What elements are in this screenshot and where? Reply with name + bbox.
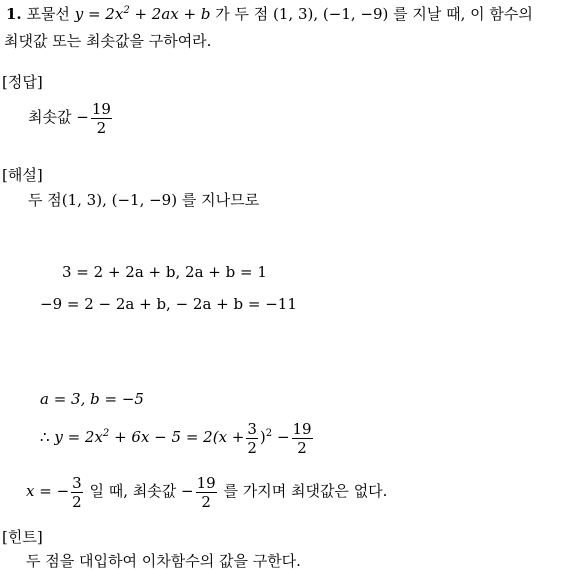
problem-line-1 (6, 4, 533, 24)
answer-fraction: $\frac{19}{2}$ (91, 99, 111, 137)
eq4-fraction-1: $\frac{3}{2}$ (247, 419, 257, 457)
equation-1: 3 = 2 + 2a + b, 2a + b = 1 (62, 263, 267, 281)
answer-value (28, 98, 114, 137)
equation-4: ∴ $y = 2x^2 + 6x - 5 = 2(x$ + $\frac{3}{2}$ )$^2$ − $\frac{19}{2}$ (40, 419, 312, 457)
solution-label: [해설] (2, 166, 43, 184)
problem-line-2: 최댓값 또는 최솟값을 구하여라. (4, 32, 212, 50)
conclusion-fraction-1: $\frac{3}{2}$ (72, 473, 82, 511)
problem-points: (1, 3), (−1, −9) (273, 5, 389, 23)
hint-label: [힌트] (2, 528, 43, 546)
problem-function: $y = 2x^2 + 2ax + b$ (74, 5, 211, 23)
answer-sign: − (76, 108, 89, 126)
problem-text-middle: 가 두 점 (215, 5, 269, 23)
answer-label: [정답] (2, 73, 43, 91)
problem-number: 1. (6, 5, 22, 23)
answer-prefix: 최솟값 (28, 108, 72, 126)
problem-text-before: 포물선 (26, 5, 70, 23)
solution-intro: 두 점(1, 3), (−1, −9) 를 지나므로 (28, 191, 260, 209)
conclusion-fraction-2: $\frac{19}{2}$ (196, 473, 216, 511)
eq4-fraction-2: $\frac{19}{2}$ (292, 419, 312, 457)
problem-text-after: 를 지날 때, 이 함수의 (393, 5, 533, 23)
conclusion: x = − $\frac{3}{2}$ 일 때, 최솟값 − $\frac{19}{2}$ 를 가지며 최댓값은 없다. (26, 473, 388, 511)
equation-2: −9 = 2 − 2a + b, − 2a + b = −11 (40, 295, 297, 313)
equation-3: a = 3, b = −5 (40, 390, 144, 408)
hint-text: 두 점을 대입하여 이차함수의 값을 구한다. (26, 552, 301, 570)
